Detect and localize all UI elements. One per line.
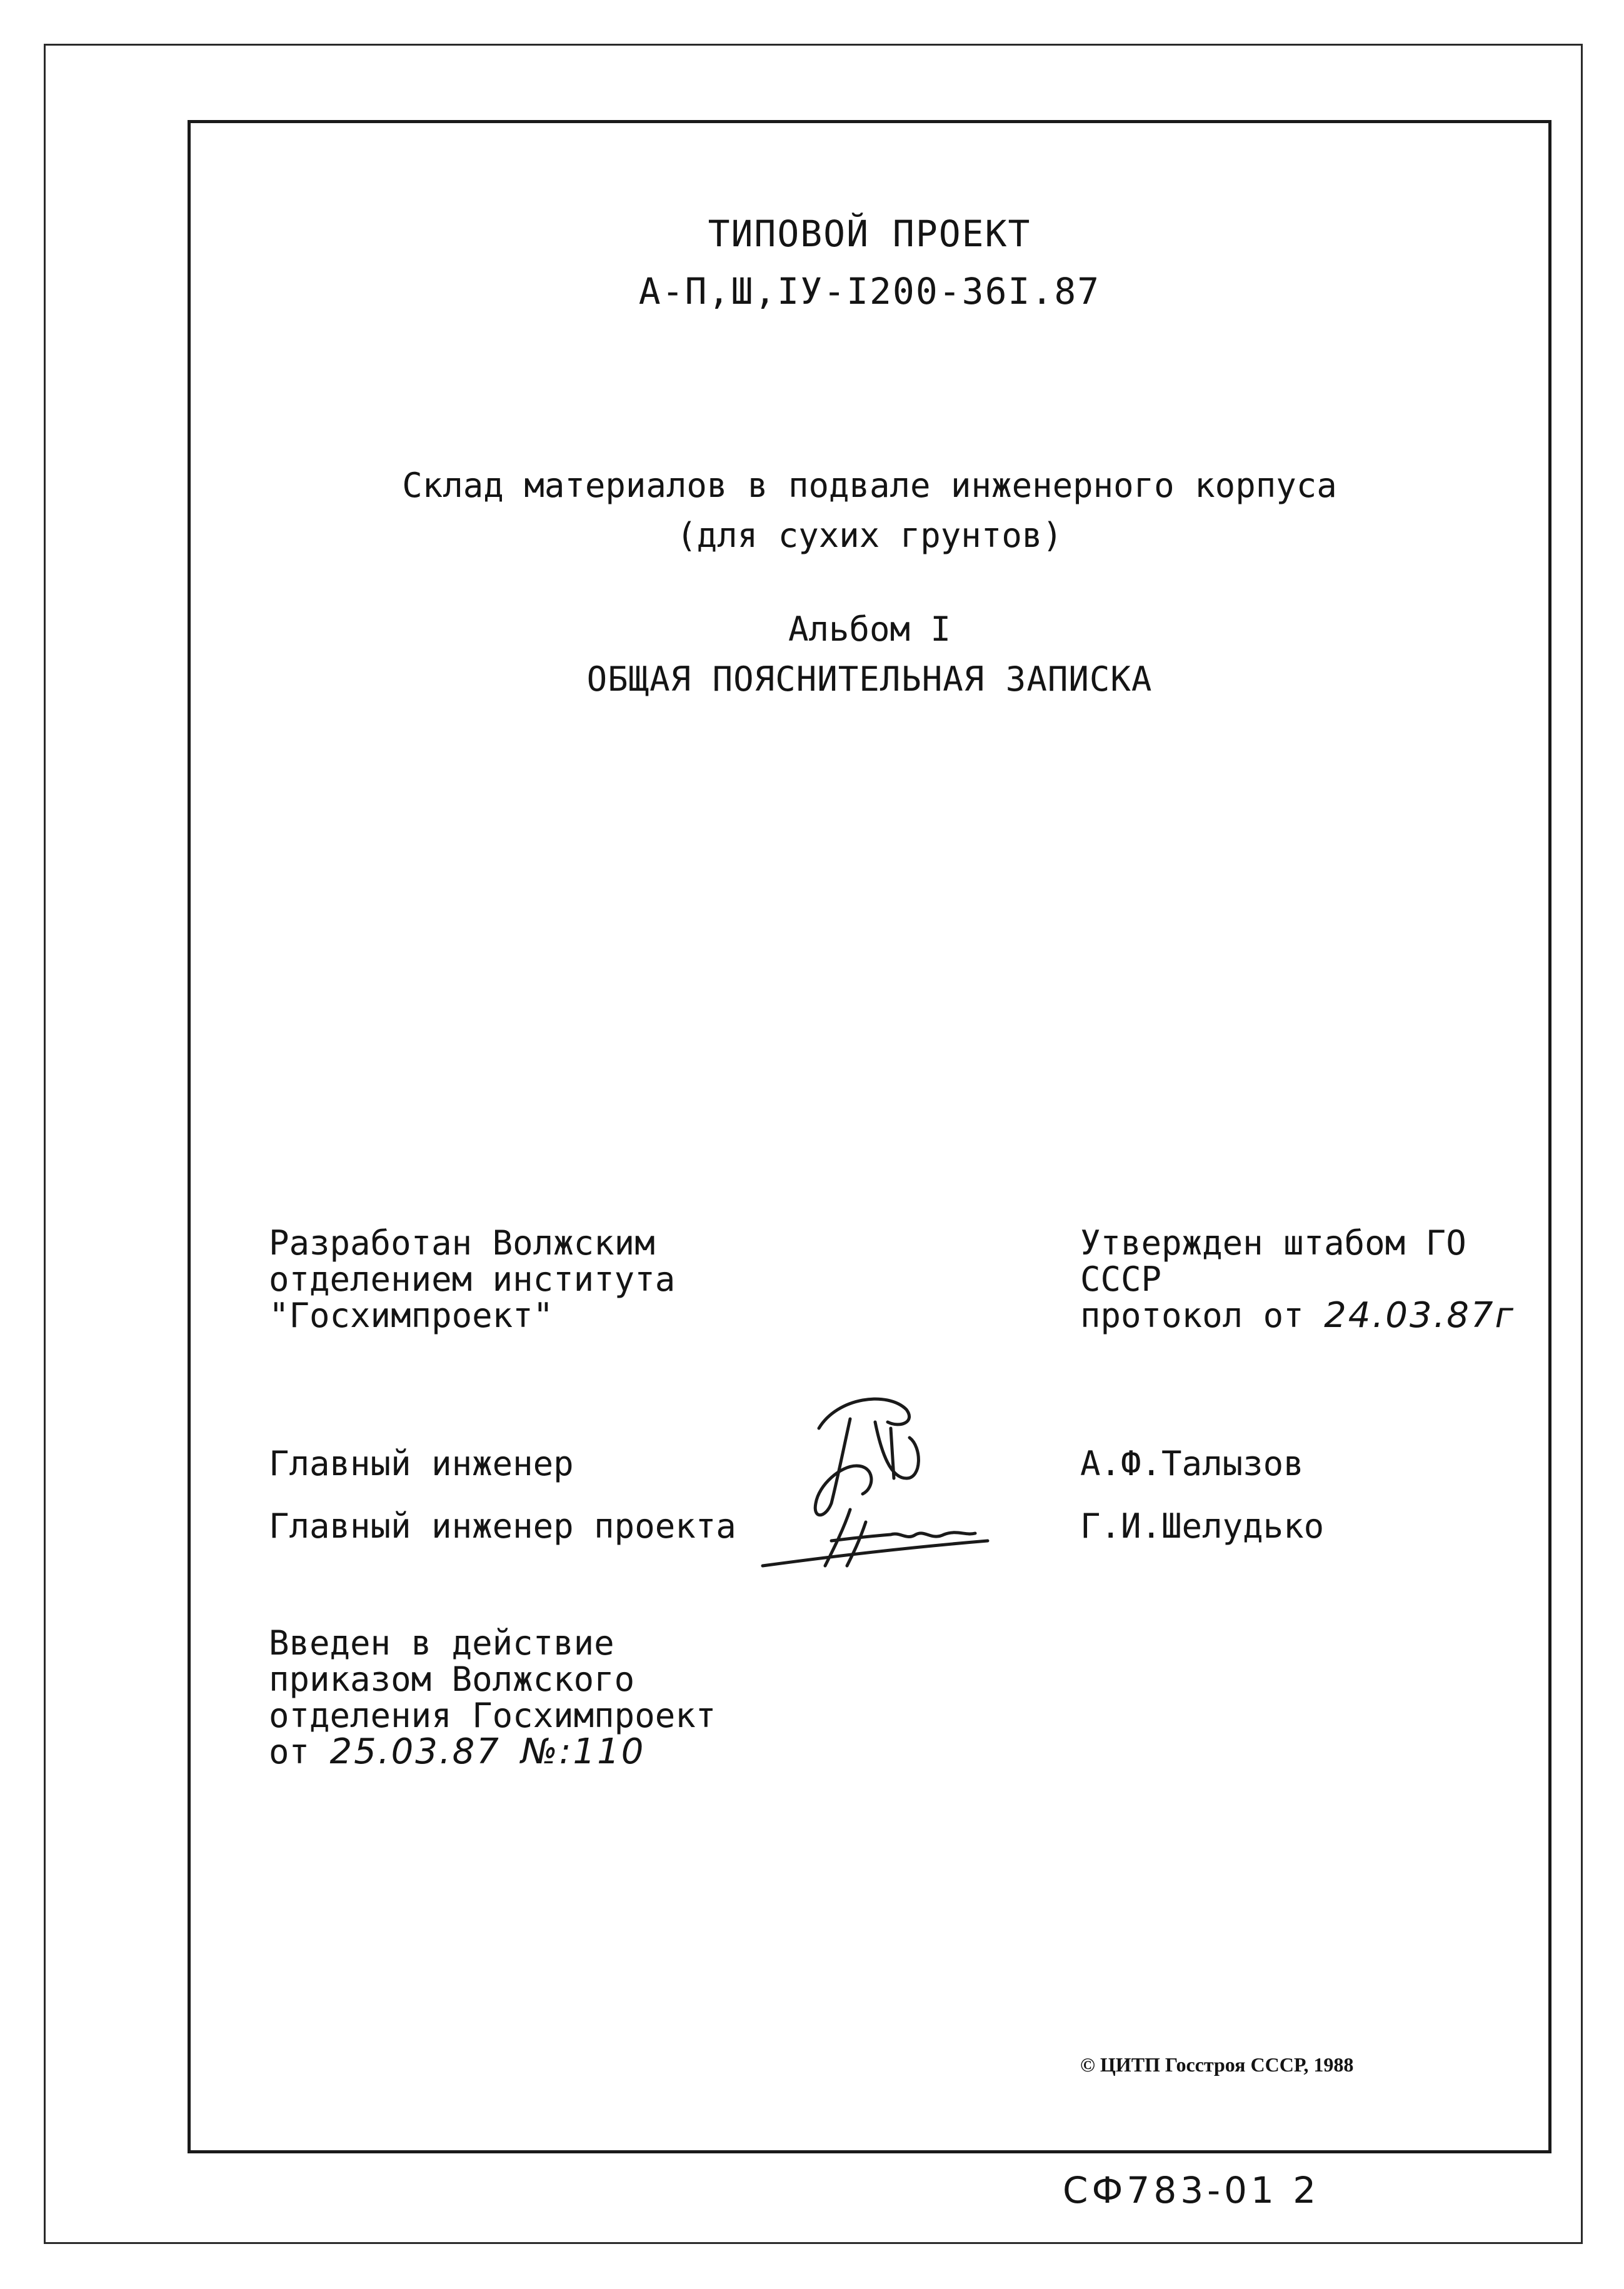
title-block-frame — [188, 120, 1551, 2153]
chief-engineer-name: А.Ф.Талызов — [1080, 1444, 1304, 1483]
project-type-title: ТИПОВОЙ ПРОЕКТ — [708, 213, 1031, 255]
enactment-date-line — [269, 1731, 716, 1772]
chief-engineer-label: Главный инженер — [269, 1444, 574, 1483]
developer-line: Разработан Волжским — [269, 1223, 655, 1263]
developer-block — [269, 1225, 675, 1334]
album-number: Альбом I — [788, 609, 951, 649]
approval-protocol-line — [1080, 1295, 1515, 1336]
enactment-line: приказом Волжского — [269, 1660, 635, 1699]
enactment-line: Введен в действие — [269, 1623, 614, 1663]
protocol-label: протокол от — [1080, 1296, 1304, 1335]
sheet-code: СФ783-01 2 — [1063, 2169, 1320, 2211]
album-name: ОБЩАЯ ПОЯСНИТЕЛЬНАЯ ЗАПИСКА — [586, 659, 1153, 699]
copyright-notice: © ЦИТП Госстроя СССР, 1988 — [1080, 2053, 1354, 2076]
enactment-order-number: №:110 — [521, 1731, 646, 1772]
chief-project-engineer-name: Г.И.Шелудько — [1080, 1506, 1325, 1546]
project-code: А-П,Ш,IУ-I200-36I.87 — [638, 270, 1101, 313]
protocol-date: 24.03.87г — [1324, 1295, 1515, 1336]
approval-block — [1080, 1225, 1515, 1334]
approval-line: Утвержден штабом ГО — [1080, 1223, 1466, 1263]
enactment-line: отделения Госхимпроект — [269, 1696, 716, 1735]
chief-project-engineer-signature — [756, 1497, 994, 1578]
approval-line: СССР — [1080, 1260, 1162, 1299]
enactment-block — [269, 1625, 716, 1770]
chief-project-engineer-label: Главный инженер проекта — [269, 1506, 736, 1546]
enactment-date-label: от — [269, 1732, 310, 1771]
developer-line: отделением института — [269, 1260, 676, 1299]
project-subject-note: (для сухих грунтов) — [676, 516, 1063, 555]
project-subject: Склад материалов в подвале инженерного корпуса — [402, 466, 1337, 505]
developer-line: "Госхимпроект" — [269, 1296, 554, 1335]
enactment-date: 25.03.87 — [329, 1731, 501, 1772]
